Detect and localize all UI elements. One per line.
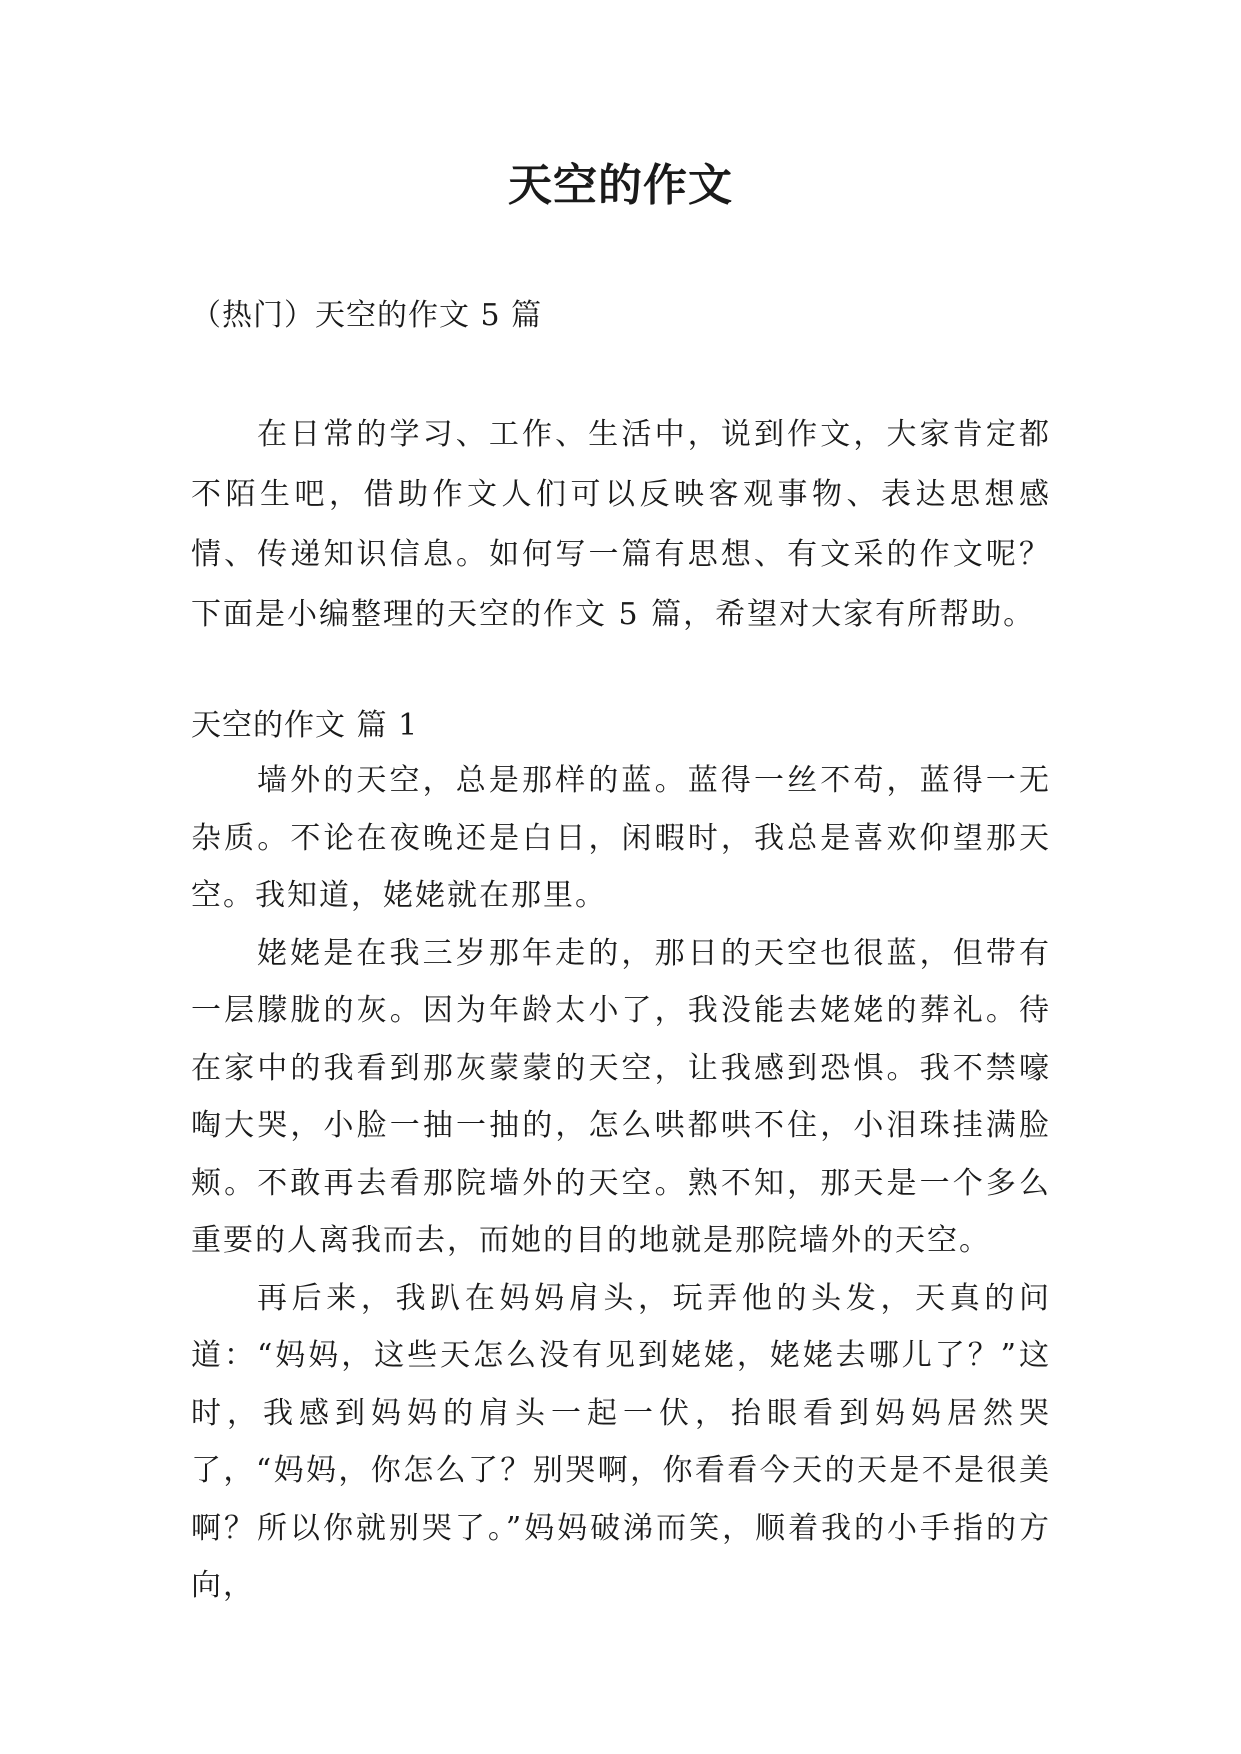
document-title: 天空的作文 bbox=[508, 160, 733, 211]
essay-body bbox=[191, 752, 1051, 1615]
document-subtitle: （热门）天空的作文 5 篇 bbox=[191, 298, 543, 333]
body-paragraph: 姥姥是在我三岁那年走的，那日的天空也很蓝，但带有一层朦胧的灰。因为年龄太小了，我没能去姥姥的葬礼。待在家中的我看到那灰蒙蒙的天空，让我感到恐惧。我不禁嚎啕大哭，小脸一抽一抽的，怎么哄都哄不住，小泪珠挂满脸颊。不敢再去看那院墙外的天空。熟不知，那天是一个多么重要的人离我而去，而她的目的地就是那院墙外的天空。 bbox=[191, 935, 1051, 1258]
intro-paragraph: 在日常的学习、工作、生活中，说到作文，大家肯定都不陌生吧，借助作文人们可以反映客观事物、表达思想感情、传递知识信息。如何写一篇有思想、有文采的作文呢？下面是小编整理的天空的作文 5 篇，希望对大家有所帮助。 bbox=[191, 417, 1051, 632]
body-paragraph: 再后来，我趴在妈妈肩头，玩弄他的头发，天真的问道：“妈妈，这些天怎么没有见到姥姥，姥姥去哪儿了？”这时，我感到妈妈的肩头一起一伏，抬眼看到妈妈居然哭了，“妈妈，你怎么了？别哭啊，你看看今天的天是不是很美啊？所以你就别哭了。”妈妈破涕而笑，顺着我的小手指的方向， bbox=[191, 1280, 1051, 1603]
body-paragraph: 墙外的天空，总是那样的蓝。蓝得一丝不苟，蓝得一无杂质。不论在夜晚还是白日，闲暇时，我总是喜欢仰望那天空。我知道，姥姥就在那里。 bbox=[191, 763, 1051, 913]
section-heading: 天空的作文 篇 1 bbox=[191, 708, 419, 743]
